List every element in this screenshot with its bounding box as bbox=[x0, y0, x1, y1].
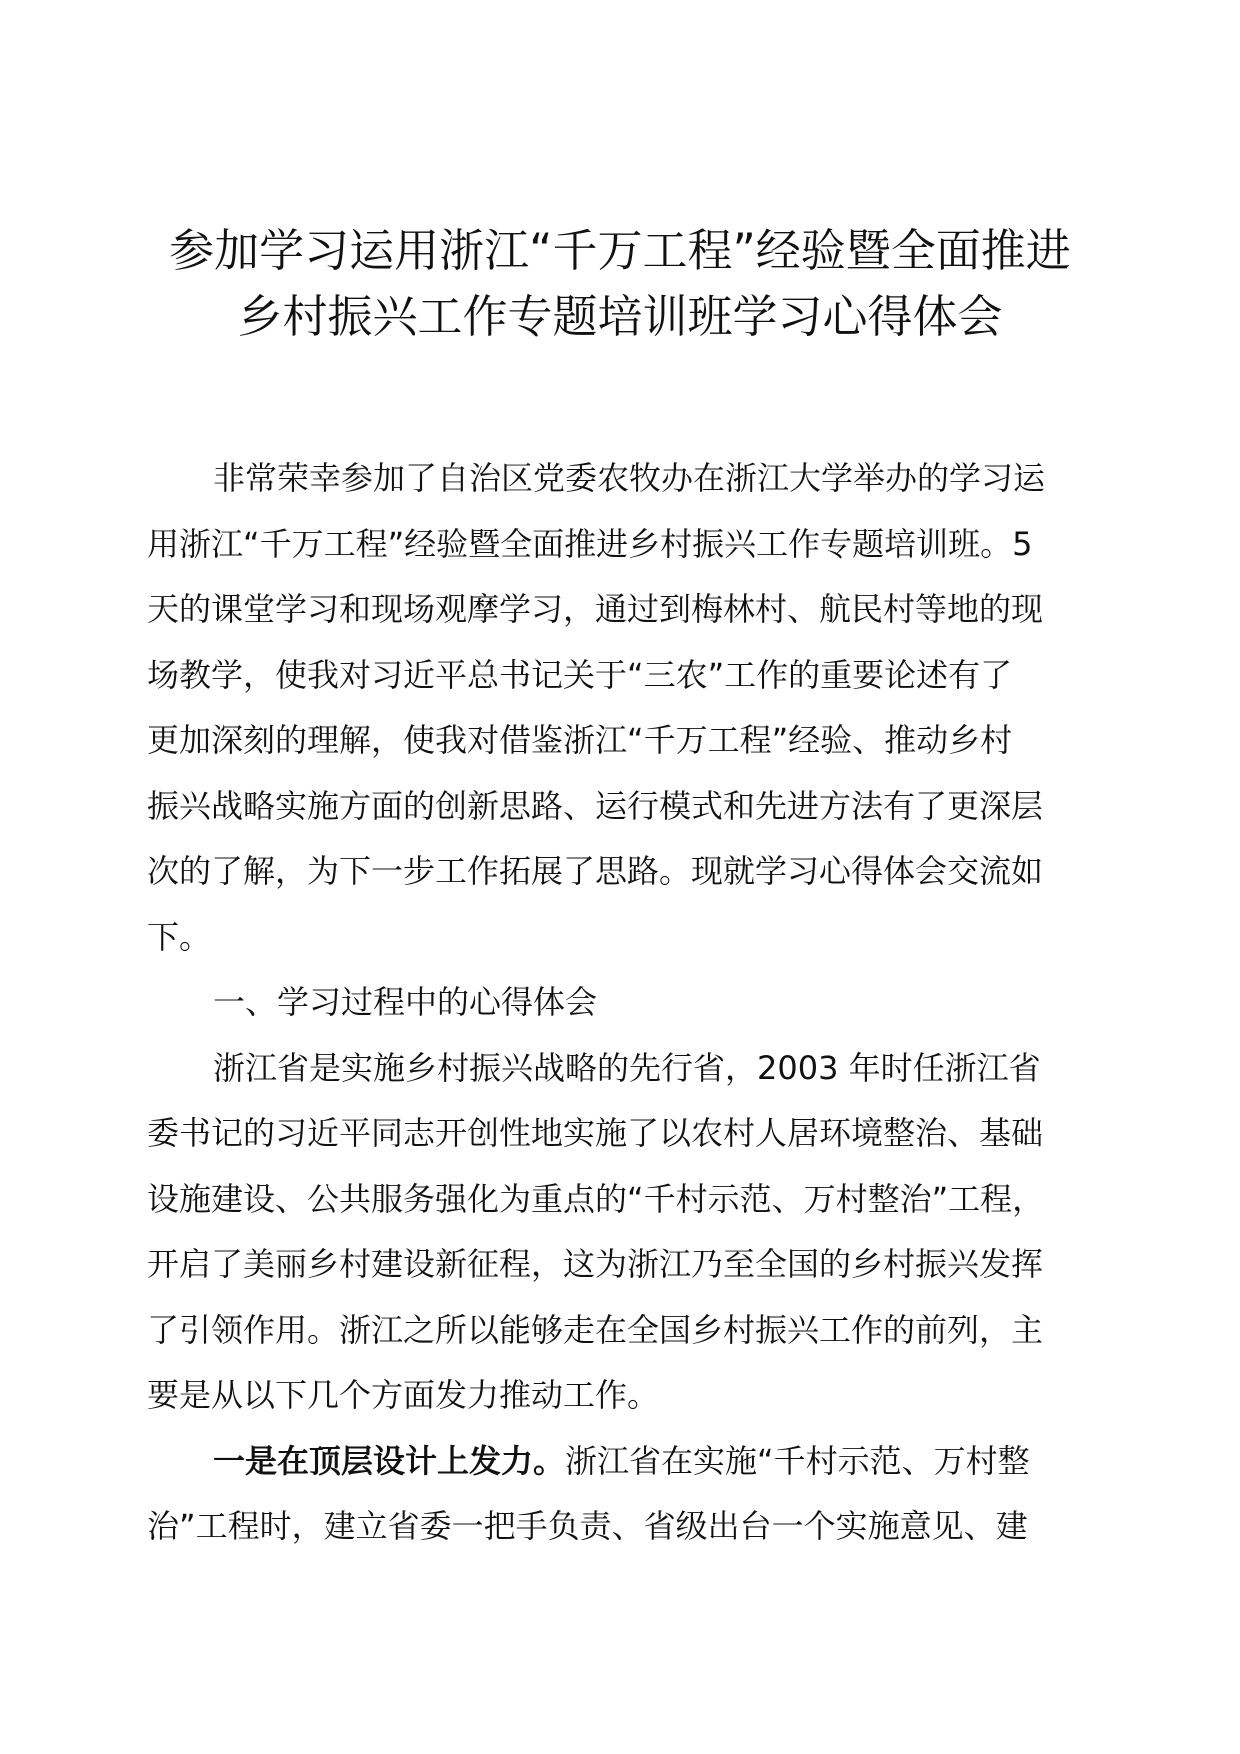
text-line: 非常荣幸参加了自治区党委农牧办在浙江大学举办的学习运 bbox=[213, 459, 1046, 497]
text-line: 次的了解，为下一步工作拓展了思路。现就学习心得体会交流如 bbox=[147, 852, 1044, 890]
text-line: 天的课堂学习和现场观摩学习，通过到梅林村、航民村等地的现 bbox=[147, 590, 1044, 628]
body-paragraph bbox=[147, 1429, 1112, 1560]
text-line: 委书记的习近平同志开创性地实施了以农村人居环境整治、基础 bbox=[147, 1114, 1044, 1152]
text-line: 要是从以下几个方面发力推动工作。 bbox=[147, 1376, 660, 1414]
text-line: 下。 bbox=[147, 917, 212, 956]
text-line: 浙江省是实施乡村振兴战略的先行省，2003 年时任浙江省 bbox=[213, 1048, 1041, 1087]
text-continuation: 浙江省在实施“千村示范、万村整 bbox=[565, 1441, 1030, 1480]
text-line: 场教学，使我对习近平总书记关于“三农”工作的重要论述有了 bbox=[147, 655, 1013, 694]
section-heading bbox=[147, 970, 1112, 1036]
title-line: 参加学习运用浙江“千万工程”经验暨全面推进 bbox=[169, 224, 1071, 277]
section-heading-text: 一、学习过程中的心得体会 bbox=[213, 983, 598, 1021]
document-title bbox=[130, 218, 1110, 350]
text-line: 用浙江“千万工程”经验暨全面推进乡村振兴工作专题培训班。5 bbox=[147, 524, 1033, 563]
text-line: 了引领作用。浙江之所以能够走在全国乡村振兴工作的前列，主 bbox=[147, 1310, 1044, 1349]
bold-lead-text: 一是在顶层设计上发力。 bbox=[213, 1441, 566, 1480]
text-line bbox=[147, 1429, 1112, 1495]
text-line: 治”工程时，建立省委一把手负责、省级出台一个实施意见、建 bbox=[147, 1507, 1028, 1545]
body-paragraph bbox=[147, 1036, 1112, 1429]
text-line: 开启了美丽乡村建设新征程，这为浙江乃至全国的乡村振兴发挥 bbox=[147, 1245, 1044, 1283]
title-line: 乡村振兴工作专题培训班学习心得体会 bbox=[237, 290, 1003, 343]
intro-paragraph bbox=[147, 446, 1112, 970]
text-line: 振兴战略实施方面的创新思路、运行模式和先进方法有了更深层 bbox=[147, 786, 1044, 825]
text-line: 更加深刻的理解，使我对借鉴浙江“千万工程”经验、推动乡村 bbox=[147, 721, 1013, 759]
text-line: 设施建设、公共服务强化为重点的“千村示范、万村整治”工程， bbox=[147, 1179, 1045, 1218]
document-body bbox=[147, 446, 1112, 1560]
